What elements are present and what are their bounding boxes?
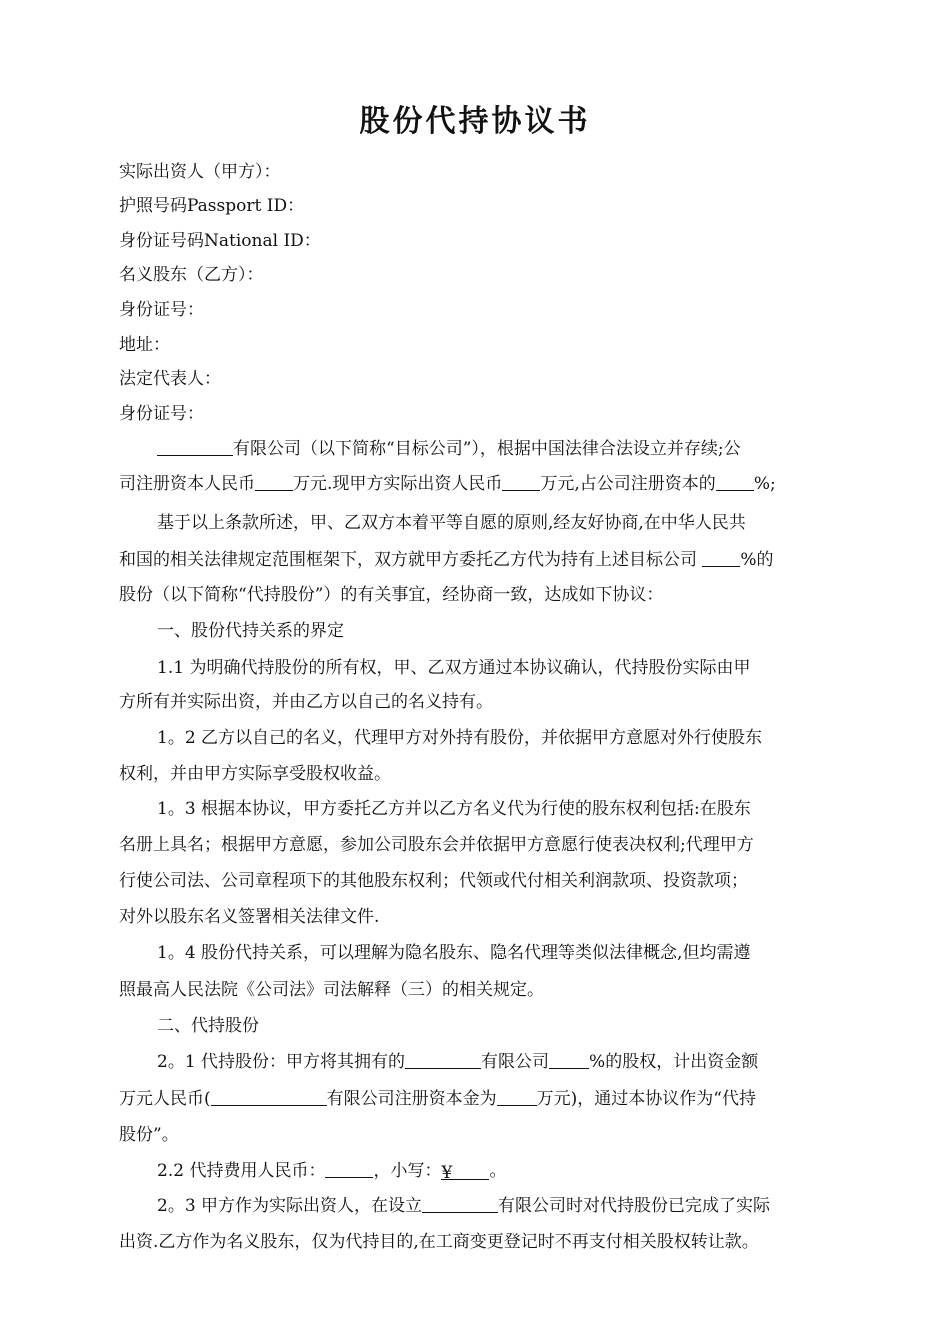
clause-1-1-line1: 1.1 为明确代持股份的所有权，甲、乙双方通过本协议确认，代持股份实际由甲 xyxy=(157,658,751,678)
document-title: 股份代持协议书 xyxy=(359,104,591,139)
clause-2-1-line2: 万元人民币( 有限公司注册资本金为 万元)，通过本协议作为“代持 xyxy=(119,1089,756,1109)
clause-1-3-line3: 行使公司法、公司章程项下的其他股东权利；代领或代付相关利润款项、投资款项； xyxy=(119,871,748,891)
para-target-company-line1: 有限公司（以下简称“目标公司”），根据中国法律合法设立并存续;公 xyxy=(119,439,841,459)
section-1-heading: 一、股份代持关系的界定 xyxy=(157,621,344,641)
clause-2-1-line1: 2。1 代持股份：甲方将其拥有的 有限公司 %的股权，计出资金额 xyxy=(157,1052,759,1072)
field-national-id: 身份证号码National ID： xyxy=(119,231,321,251)
field-id-number: 身份证号： xyxy=(119,300,204,320)
clause-2-3-line2: 出资.乙方作为名义股东，仅为代持目的,在工商变更登记时不再支付相关股权转让款。 xyxy=(119,1232,759,1252)
clause-2-3-line1: 2。3 甲方作为实际出资人，在设立 有限公司时对代持股份已完成了实际 xyxy=(157,1196,771,1216)
blank-contribution xyxy=(502,474,540,491)
blank-equity-percentage xyxy=(549,1052,589,1069)
clause-2-2-line1: 2.2 代持费用人民币： ，小写：¥ 。 xyxy=(157,1161,507,1183)
section-2-heading: 二、代持股份 xyxy=(157,1016,259,1036)
field-address: 地址： xyxy=(119,335,170,355)
blank-fee-amount xyxy=(325,1161,373,1178)
blank-percentage xyxy=(716,474,754,491)
clause-1-3-line2: 名册上具名；根据甲方意愿，参加公司股东会并依据甲方意愿行使表决权利;代理甲方 xyxy=(119,835,754,855)
para-basis-line1: 基于以上条款所述，甲、乙双方本着平等自愿的原则,经友好协商,在中华人民共 xyxy=(157,513,746,533)
clause-2-1-line3: 股份”。 xyxy=(119,1125,179,1145)
clause-1-3-line4: 对外以股东名义签署相关法律文件. xyxy=(119,907,380,927)
blank-company-name-2 xyxy=(405,1052,481,1069)
field-actual-investor: 实际出资人（甲方）： xyxy=(119,162,281,182)
para-target-company-line2: 司注册资本人民币 万元.现甲方实际出资人民币 万元,占公司注册资本的 %; xyxy=(119,474,776,494)
clause-1-4-line2: 照最高人民法院《公司法》司法解释（三）的相关规定。 xyxy=(119,980,544,1000)
blank-company-name-4 xyxy=(422,1196,498,1213)
blank-company-name xyxy=(157,439,233,456)
blank-held-percentage xyxy=(702,550,740,567)
para-basis-line3: 股份（以下简称“代持股份”）的有关事宜，经协商一致，达成如下协议： xyxy=(119,585,664,605)
clause-1-2-line1: 1。2 乙方以自己的名义，代理甲方对外持有股份，并依据甲方意愿对外行使股东 xyxy=(157,728,763,748)
clause-1-4-line1: 1。4 股份代持关系，可以理解为隐名股东、隐名代理等类似法律概念,但均需遵 xyxy=(157,943,751,963)
clause-1-3-line1: 1。3 根据本协议，甲方委托乙方并以乙方名义代为行使的股东权利包括:在股东 xyxy=(157,799,751,819)
clause-1-1-line2: 方所有并实际出资，并由乙方以自己的名义持有。 xyxy=(119,692,493,712)
field-id-number-2: 身份证号： xyxy=(119,404,204,424)
blank-registered-capital-2 xyxy=(497,1089,537,1106)
blank-company-name-3 xyxy=(211,1089,327,1106)
para-basis-line2: 和国的相关法律规定范围框架下，双方就甲方委托乙方代为持有上述目标公司 %的 xyxy=(119,550,774,570)
clause-1-2-line2: 权利，并由甲方实际享受股权收益。 xyxy=(119,764,391,784)
field-passport-id: 护照号码Passport ID： xyxy=(119,196,305,216)
blank-registered-capital xyxy=(255,474,293,491)
field-nominal-shareholder: 名义股东（乙方）： xyxy=(119,265,264,285)
field-legal-representative: 法定代表人： xyxy=(119,369,221,389)
blank-fee-figure: ¥ xyxy=(441,1163,489,1180)
